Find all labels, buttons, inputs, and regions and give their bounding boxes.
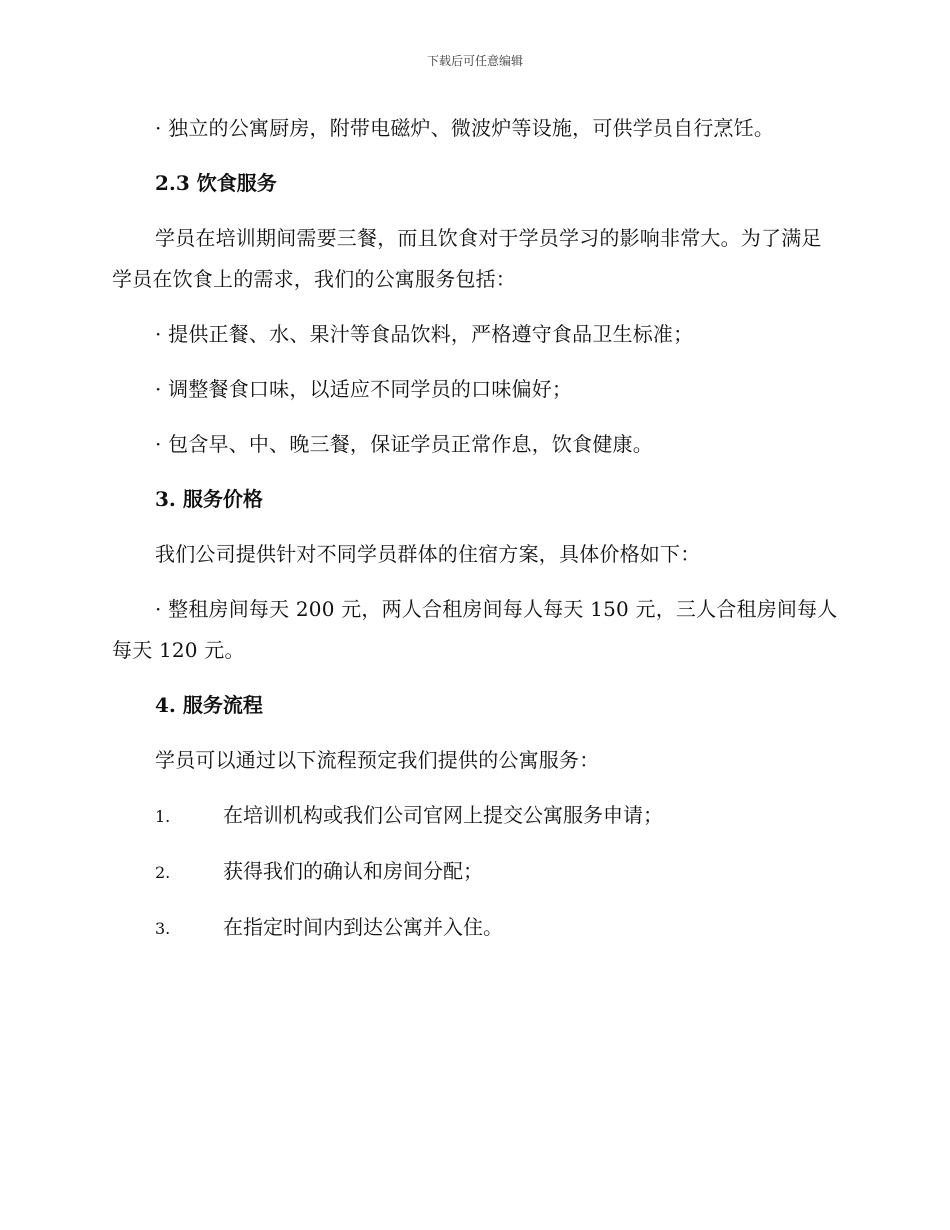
list-number: 1. (155, 807, 171, 826)
paragraph-process-intro: 学员可以通过以下流程预定我们提供的公寓服务： (155, 748, 600, 772)
document-body (112, 108, 838, 963)
list-number: 2. (155, 863, 171, 882)
bullet-three-meals: · 包含早、中、晚三餐，保证学员正常作息，饮食健康。 (155, 432, 653, 456)
heading-service-process: 4. 服务流程 (155, 693, 263, 717)
list-text: 在培训机构或我们公司官网上提交公寓服务申请； (223, 803, 663, 827)
paragraph-dining-intro: 学员在培训期间需要三餐，而且饮食对于学员学习的影响非常大。为了满足学员在饮食上的需求，我们的公寓服务包括： (112, 226, 822, 291)
bullet-food-drinks: · 提供正餐、水、果汁等食品饮料，严格遵守食品卫生标准； (155, 322, 694, 346)
paragraph-price-intro: 我们公司提供针对不同学员群体的住宿方案，具体价格如下： (155, 542, 701, 566)
list-text: 获得我们的确认和房间分配； (223, 859, 483, 883)
list-item (112, 907, 838, 949)
list-text: 在指定时间内到达公寓并入住。 (223, 915, 503, 939)
heading-dining-service: 2.3 饮食服务 (155, 171, 277, 195)
heading-service-price: 3. 服务价格 (155, 487, 263, 511)
list-item (112, 795, 838, 837)
list-number: 3. (155, 919, 171, 938)
page-header: 下载后可任意编辑 (426, 54, 523, 68)
bullet-kitchen: · 独立的公寓厨房，附带电磁炉、微波炉等设施，可供学员自行烹饪。 (155, 116, 775, 140)
list-item (112, 851, 838, 893)
bullet-taste: · 调整餐食口味，以适应不同学员的口味偏好； (155, 377, 573, 401)
bullet-price-details: · 整租房间每天 200 元，两人合租房间每人每天 150 元，三人合租房间每人每天 120 元。 (112, 597, 838, 662)
